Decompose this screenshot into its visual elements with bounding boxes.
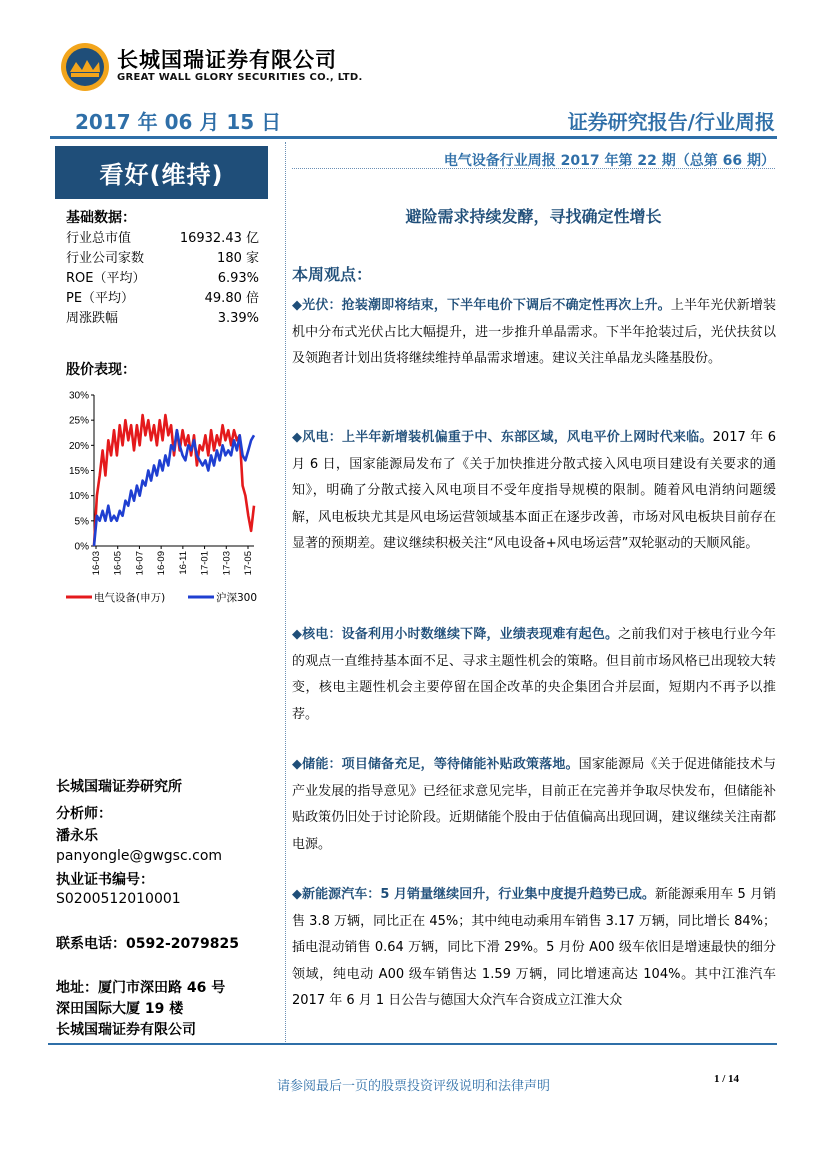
stat-value: 49.80 倍 <box>204 291 259 306</box>
report-headline: 避险需求持续发酵，寻找确定性增长 <box>405 207 662 226</box>
footer-rule <box>48 1043 777 1045</box>
basic-data-title: 基础数据： <box>66 210 136 226</box>
stat-value: 6.93% <box>217 271 259 286</box>
x-tick-label: 16-05 <box>112 551 124 576</box>
stat-row <box>66 309 259 329</box>
analyst-name: 潘永乐 <box>56 828 98 844</box>
x-tick-label: 17-01 <box>199 551 211 576</box>
rating-badge: 看好(维持) <box>55 146 268 199</box>
cert-number: S0200512010001 <box>56 891 181 907</box>
stat-label: 行业总市值 <box>66 231 132 246</box>
basic-data-table <box>66 229 259 329</box>
company-name-en: GREAT WALL GLORY SECURITIES CO., LTD. <box>117 72 363 83</box>
paragraph-body: 上半年光伏新增装机中分布式光伏占比大幅提升，进一步推升单晶需求。下半年抢装过后，光伏扶贫以及领跑者计划出货将继续维持单晶需求增速。建议关注单晶龙头隆基股份。 <box>292 298 776 366</box>
paragraph-body: 之前我们对于核电行业今年的观点一直维持基本面不足、寻求主题性机会的策略。但目前市场风格已出现较大转变，核电主题性机会主要停留在国企改革的央企集团合并层面，短期内不再予以推荐。 <box>292 627 776 722</box>
stat-label: PE（平均） <box>66 291 135 306</box>
x-tick-label: 17-05 <box>243 551 254 576</box>
price-title: 股价表现： <box>66 362 136 378</box>
paragraph-body: 2017 年 6 月 6 日，国家能源局发布了《关于加快推进分散式接入风电项目建设有关要求的通知》，明确了分散式接入风电项目不受年度指导规模的限制。随着风电消纳问题缓解，风电板块尤其是风电场运营领域基本面正在逐步改善，市场对风电板块目前存在显著的预期差。建议继续积极关注“风电设备+风电场运营”双轮驱动的天顺风能。 <box>292 430 776 551</box>
y-tick-label: 10% <box>68 491 89 503</box>
stat-label: 行业公司家数 <box>66 251 145 266</box>
y-tick-label: 20% <box>68 440 89 452</box>
company-logo <box>60 42 110 92</box>
y-tick-label: 5% <box>74 516 89 528</box>
paragraph-lead: ◆风电：上半年新增装机偏重于中、东部区域，风电平价上网时代来临。 <box>292 430 713 445</box>
x-tick-label: 16-09 <box>156 551 168 576</box>
paragraph-wind <box>292 425 776 558</box>
viewpoint-title: 本周观点： <box>292 265 373 284</box>
y-tick-label: 25% <box>68 415 89 427</box>
company-name-cn: 长城国瑞证券有限公司 <box>117 48 337 72</box>
legend-label: 电气设备(申万) <box>94 592 166 604</box>
paragraph-solar <box>292 293 776 373</box>
report-type: 证券研究报告/行业周报 <box>567 110 775 134</box>
series-line-1 <box>94 415 254 546</box>
paragraph-body: 国家能源局《关于促进储能技术与产业发展的指导意见》已经征求意见完毕，目前正在完善并争取尽快发布，但储能补贴政策仍旧处于讨论阶段。近期储能个股由于估值偏高出现回调，建议继续关注南都电源。 <box>292 757 776 852</box>
y-tick-label: 30% <box>68 390 89 402</box>
stat-value: 16932.43 亿 <box>179 231 259 246</box>
stat-row <box>66 269 259 289</box>
issue-label: 电气设备行业周报 2017 年第 22 期（总第 66 期） <box>443 153 775 169</box>
analyst-email[interactable]: panyongle@gwgsc.com <box>56 848 223 864</box>
paragraph-nev <box>292 882 776 1015</box>
issue-rule <box>292 168 775 169</box>
stat-row <box>66 289 259 309</box>
contact-phone: 联系电话：0592-2079825 <box>56 936 239 952</box>
stat-label: ROE（平均） <box>66 271 146 286</box>
address-line-2: 深田国际大厦 19 楼 <box>56 1001 184 1017</box>
price-chart <box>56 383 266 611</box>
column-divider <box>285 142 286 1042</box>
paragraph-lead: ◆核电：设备利用小时数继续下降，业绩表现难有起色。 <box>292 627 619 642</box>
stat-value: 3.39% <box>217 311 259 326</box>
page-number: 1 / 14 <box>713 1073 739 1085</box>
paragraph-nuclear <box>292 622 776 728</box>
paragraph-lead: ◆新能源汽车：5 月销量继续回升，行业集中度提升趋势已成。 <box>292 887 655 902</box>
x-tick-label: 16-11 <box>177 551 189 575</box>
paragraph-storage <box>292 752 776 858</box>
header-rule <box>50 136 777 139</box>
stat-row <box>66 229 259 249</box>
paragraph-lead: ◆光伏：抢装潮即将结束，下半年电价下调后不确定性再次上升。 <box>292 298 671 313</box>
x-tick-label: 16-03 <box>91 551 102 576</box>
paragraph-body: 新能源乘用车 5 月销售 3.8 万辆，同比正在 45%；其中纯电动乘用车销售 3.17 万辆，同比增长 84%；插电混动销售 0.64 万辆，同比下滑 29%。5 月份 A00 级车依旧是增速最快的细分领域，纯电动 A00 级车销售达 1.59 万辆，同比增速高达 104%。其中江淮汽车 2017 年 6 月 1 日公告与德国大众汽车合资成立江淮大众 <box>292 887 776 1008</box>
address-line-1: 地址：厦门市深田路 46 号 <box>56 980 226 996</box>
stat-label: 周涨跌幅 <box>66 311 119 326</box>
footer-disclaimer[interactable]: 请参阅最后一页的股票投资评级说明和法律声明 <box>276 1079 550 1094</box>
x-tick-label: 17-03 <box>221 551 233 576</box>
company-footer-name: 长城国瑞证券有限公司 <box>56 1022 196 1038</box>
analyst-label: 分析师： <box>56 806 112 822</box>
institute-name: 长城国瑞证券研究所 <box>56 779 182 795</box>
y-tick-label: 15% <box>68 466 89 477</box>
report-date: 2017 年 06 月 15 日 <box>75 110 282 134</box>
y-tick-label: 0% <box>74 541 89 553</box>
stat-row <box>66 249 259 269</box>
legend-label: 沪深300 <box>216 592 258 604</box>
paragraph-lead: ◆储能：项目储备充足，等待储能补贴政策落地。 <box>292 757 579 772</box>
x-tick-label: 16-07 <box>134 551 146 576</box>
stat-value: 180 家 <box>217 251 259 266</box>
cert-label: 执业证书编号： <box>56 872 154 888</box>
